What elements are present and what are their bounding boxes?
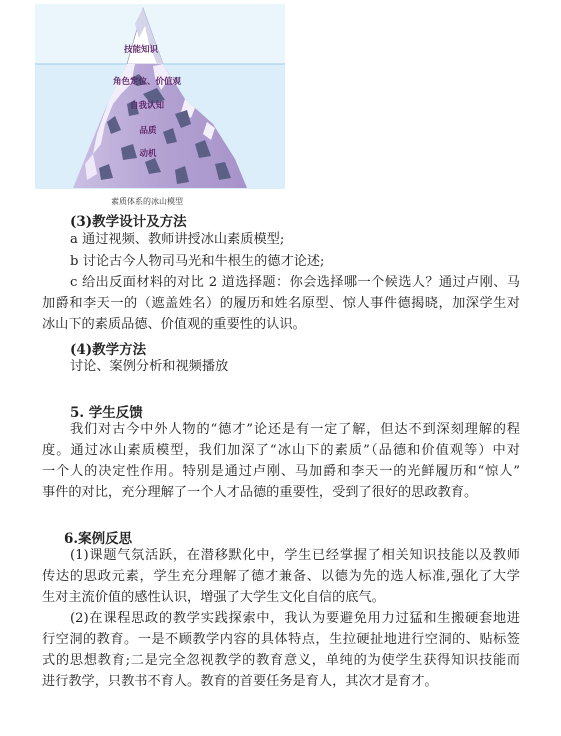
section-5-line4: 事件的对比，充分理解了一个人才品德的重要性，受到了很好的思政教育。 [42, 485, 478, 500]
section-6-heading: 6.案例反思 [64, 531, 133, 547]
iceberg-label-quality: 品质 [139, 126, 157, 136]
section-6-para2-line1: (2)在课程思政的教学实践探索中，我认为要避免用力过猛和生搬硬套地进 [70, 611, 520, 626]
section-5-line1: 我们对古今中外人物的“德才”论还是有一定了解，但达不到深刻理解的程 [70, 422, 520, 437]
figure-caption: 素质体系的冰山模型 [111, 197, 183, 206]
section-3-item-b: b 讨论古今人物司马光和牛根生的德才论述; [70, 254, 325, 269]
section-6-para2-line4: 进行教学，只教书不育人。教育的首要任务是育人，其次才是育才。 [42, 674, 438, 689]
section-3-item-c-line3: 冰山下的素质品德、价值观的重要性的认识。 [42, 317, 306, 332]
section-6-para1-line1: (1)课题气氛活跃，在潜移默化中，学生已经掌握了相关知识技能以及教师 [70, 548, 520, 563]
section-3-item-c-line2: 加爵和李天一的（遮盖姓名）的履历和姓名原型、惊人事件德揭晓，加深学生对 [42, 296, 520, 311]
section-3-item-c-line1: c 给出反面材料的对比 2 道选择题：你会选择哪一个候选人？通过卢刚、马 [70, 275, 520, 290]
section-5-line3: 一个人的决定性作用。特别是通过卢刚、马加爵和李天一的光鲜履历和“惊人” [42, 464, 520, 479]
section-3-heading: (3)教学设计及方法 [70, 214, 187, 230]
section-5-heading: 5. 学生反馈 [70, 405, 143, 421]
iceberg-label-self-cognition: 自我认知 [129, 101, 165, 111]
section-5-line2: 度。通过冰山素质模型，我们加深了“冰山下的素质”（品德和价值观等）中对 [42, 443, 520, 458]
section-6-para1-line2: 传达的思政元素，学生充分理解了德才兼备、以德为先的选人标准,强化了大学 [42, 569, 520, 584]
section-4-heading: (4)教学方法 [70, 342, 147, 358]
section-4-text: 讨论、案例分析和视频播放 [70, 359, 229, 374]
iceberg-figure [35, 4, 285, 210]
section-3-item-a: a 通过视频、教师讲授冰山素质模型; [70, 232, 285, 247]
section-6-para1-line3: 生对主流价值的感性认识，增强了大学生文化自信的底气。 [42, 590, 385, 605]
iceberg-label-motivation: 动机 [139, 149, 157, 159]
section-6-para2-line2: 行空洞的教育。一是不顾教学内容的具体特点，生拉硬扯地进行空洞的、贴标签 [42, 632, 520, 647]
iceberg-label-skills: 技能知识 [123, 45, 159, 55]
section-6-para2-line3: 式的思想教育;二是完全忽视教学的教育意义，单纯的为使学生获得知识技能而 [42, 653, 520, 668]
iceberg-label-role-values: 角色定位、价值观 [112, 77, 182, 87]
